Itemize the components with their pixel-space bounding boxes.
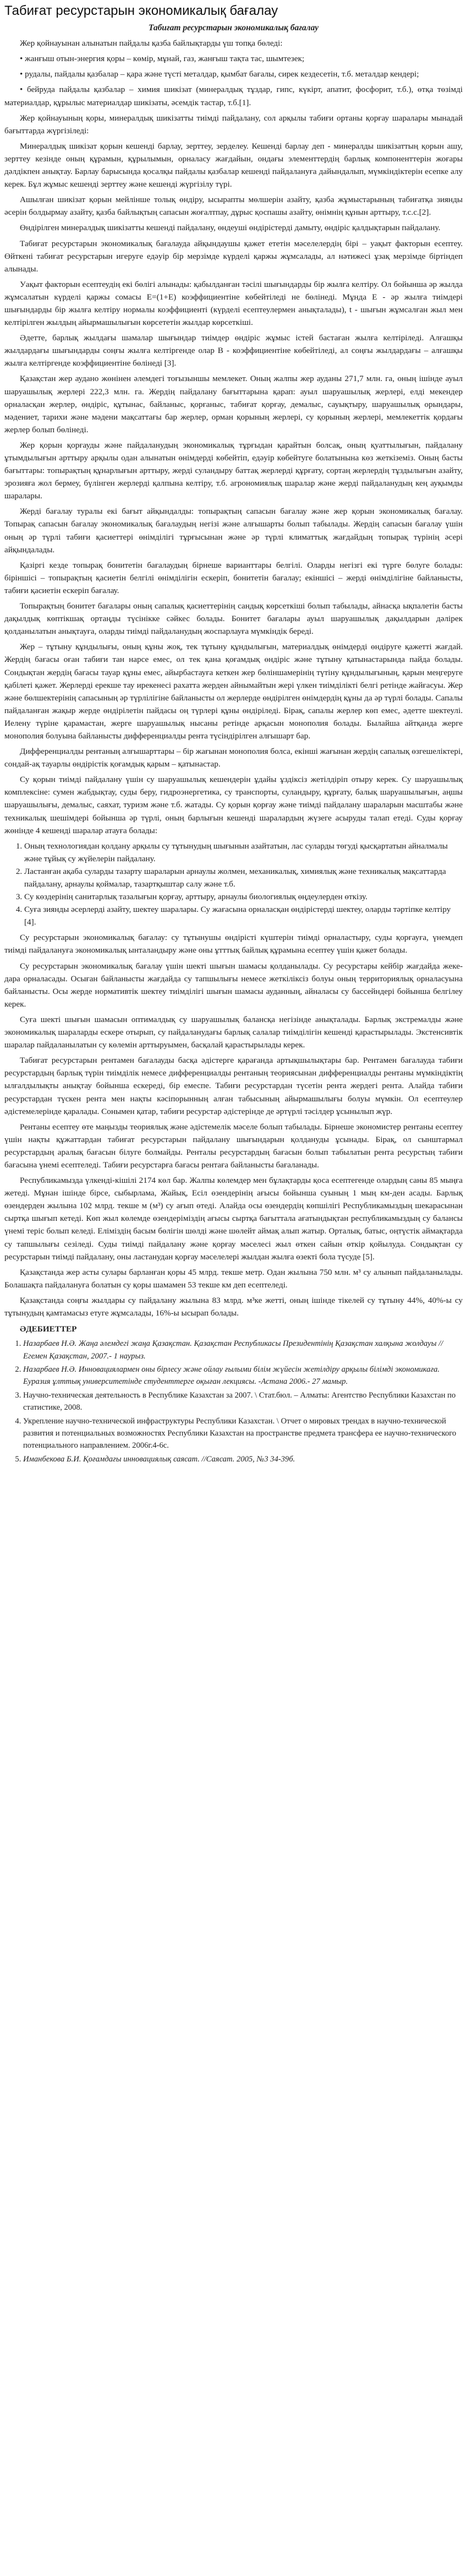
body-paragraph: Жер қойнауының қоры, минералдық шикізатты тиімді пайдалану, сол арқылы табиғи ортаны қорғау шаралары мынадай бағыттарда жүргізіледі:	[4, 113, 463, 135]
body-paragraph: Су қорын тиімді пайдалану үшін су шаруашылық кешендерін ұдайы ұздіксіз жетілдіріп отыру керек. Су шаруашылық комплексіне: сумен жабдықтау, суды беру, гидроэнергетика, су транспорты, суландыру, құрғату, балық шаруашылығын, аңшы шаруашылығы, демалыс, саяхат, туризм және т.б. жатады. Су қорын қорғау және тиімді пайдалану шараларын масштабы және техникалық шешімдері бойынша әр түрлі, оның барлығын кешенді шаралардың жүзеге асыруды талап етеді. Суды қорғау жөнінде 4 кешенді шаралар атауға болады:	[4, 775, 463, 835]
list-item: 2. Ластанған ақаба суларды тазарту шараларын арнаулы жолмен, механикалық, химиялық және техникалық мақсаттарда пайдалану, арнаулы қоймалар, тазартқыштар салу және т.б.	[24, 865, 463, 890]
body-paragraph: Уақыт факторын есептеудің екі бөлігі алынады: қабылданған тәсілі шығындарды бір жылға келтіру. Ол бойынша әр жылда жұмсалатын күрделі қаржы сомасы Е=(1+Е) коэффициентіне көбейтіледі не бөлінеді. Мұнда Е - әр жылға тиімдері шығындарды бір жылға келтіру нормалы коэффициенті (күрделі есептеулермен анықталады), t - шығын жұмсалған жыл мен келтірілген жылдың айырмашылығын көрсететін жылдар көрсеткіші.	[4, 279, 463, 328]
body-paragraph: Республикамызда үлкенді-кішілі 2174 көл бар. Жалпы көлемдер мен бұлақтарды қоса есептегенде олардың саны 85 мыңға жетеді. Мұнан ішінде бірсе, сыбырлама, Жайық, Есіл өзендерінің ағысы бойынша суының 1 мың км-ден асады. Барлық өзендерден жылына 102 млрд. текше м (м³) су ағып өтеді. Алайда осы өзендердің көпшілігі Республикамыздың шекарасынан сыртқа шығып кетеді. Көп жыл көлемде өзендеріміздің ағысы сыртқа бағыттала ағатындықтан республикамыздың су балансы үнемі теріс болып келеді. Еліміздің басым бөлігін шөлді және шөлейт аймақ алып жатыр. Орталық, батыс, оңтүстік аймақтарда су тапшылығы сезіледі. Суды тиімді пайдалану және қорғау мәселесі жыл өткен сайын өткір қойылуда. Сондықтан су ресурстарын тиімді пайдалану, оны ластанудан қорғау мәселелері жылдан жылға өзекті бола түсуде [5].	[4, 1176, 463, 1262]
list-item: 3. Су көздерінің санитарлық тазалығын қорғау, арттыру, арнаулы биологиялық өңдеулерден өткізу.	[24, 890, 463, 903]
water-measures-list	[4, 840, 463, 929]
references-heading: ӘДЕБИЕТТЕР	[20, 1324, 77, 1334]
body-paragraph: Жер қорын қорғауды және пайдаланудың экономикалық тұрғыдан қарайтын болсақ, оның қуаттылығын, пайдалану ұтымдылығын арттыру арқылы одан алынатын өнімдерді көбейтіп, едәуір көбейтуге болатынына көз жеткіземіз. Оның басты бағыттары: топырақтың құнарлығын арттыру, жерді суландыру баттақ жерлерді құрғату, сортаң жерлердің тұздылығын азайту, эрозияға жол бермеу, бүлінген жерлерді қалпына келтіру, т.б. агрономиялық шаралар және жерді пайдаланудың кең ауқымды шаралары.	[4, 440, 463, 501]
body-paragraph: Дифференциалды рентаның алғышарттары – бір жағынан монополия болса, екінші жағынан жердің сапалық өзгешеліктері, сондай-ақ тауарлы өндірістік қоғамдық қарым – қатынастар.	[4, 747, 463, 769]
reference-item	[23, 1363, 463, 1388]
mineral-group-ore: • рудалы, пайдалы қазбалар – қара және түсті металдар, қымбат бағалы, сирек кездесетін, т.б. металдар кендері;	[20, 69, 419, 79]
intro-paragraph: Жер қойнауынан алынатын пайдалы қазба байлықтарды үш топқа бөледі:	[20, 39, 283, 48]
body-paragraph: Суға шекті шығын шамасын оптималдық су шаруашылық балансқа негізінде анықталады. Барлық экстремалды және экономикалық шараларды ескере отырып, су пайдаланудағы барлық салалар тиімділігін кешенді қарастырылады. Экстенсивтік шаралар пайдаланылатын су көлемін арттыруымен, басқалай қарастырылады керек.	[4, 1014, 463, 1050]
mineral-group-fuel: • жанғыш отын-энергия қоры – көмір, мұнай, газ, жанғыш тақта тас, шымтезек;	[20, 54, 305, 64]
references-list	[4, 1338, 463, 1465]
list-item: 1. Оның технологиядан қолдану арқылы су тұтынудың шығынын азайтатын, лас суларды төгуді қысқартатын айналмалы және тұйық су жүйелерін пайдалану.	[24, 840, 463, 865]
body-paragraph: Қазақстанда соңғы жылдары су пайдалану жылына 83 млрд. м³ке жетті, оның ішінде тікелей су тұтыну 44%, 40%-ы су тұтынудың қамтамасыз етуге жұмсалады, 16%-ы ысырап болады.	[4, 1295, 463, 1318]
article-subtitle: Табиғат ресурстарын экономикалық бағалау	[148, 23, 319, 33]
body-paragraph: Су ресурстарын экономикалық бағалау: су тұтынушы өндірісті күштерін тиімді орналастыру, суды қорғауға, үнемдеп тиімді пайдалануға экономикалық ынталандыру және оны ұтттық байлық құрамына есептеу үшін қажет болады.	[4, 933, 463, 955]
list-item: 4. Суға зиянды әсерлерді азайту, шектеу шаралары. Су жағасына орналасқан өндірістерді шектеу, оларды тәртіпке келтіру [4].	[24, 903, 463, 928]
reference-text: Назарбаев Н.Ә. Жаңа әлемдегі жаңа Қазақстан. Қазақстан Республикасы Президентінің Қазақстан халқына жолдауы //Егемен Қазақстан, 2007.- 1 наурыз.	[23, 1339, 443, 1361]
body-paragraph: Топырақтың бонитет бағалары оның сапалық қасиеттерінің сандық көрсеткіші болып табылады, айнасқа ықпалетін басты дақылдық көптікшақ ортаңды түсінікке сәйкес болады. Бонитет бағалары ауыл шаруашылық дақылдарын дәлірек қолданылатын анықтауға, оларды тиімді пайдаланудың жоспарлауға мүмкіндік береді.	[4, 601, 463, 637]
body-paragraph: Қазақстан жер аудано жөнінен әлемдегі тоғызыншы мемлекет. Оның жалпы жер ауданы 271,7 млн. га, оның ішінде ауыл шаруашылық жерлері 222,3 млн. га. Жердің пайдалану бағыттарына қарап: ауыл шаруашылық жерлері, елді мекендер орналасқан жерлер, өндіріс, құтынас, байланыс, қорғаныс, табиғат қорғау, демалыс, сауықтыру, шаруашылық орындары, мәдениет, тарихи және мәдени мақсаттағы бар жерлер, орман қорының жерлері, су қорының жерлері, мемлекеттік қордағы жерлер болып бөлінеді.	[4, 374, 463, 434]
body-paragraph: Жерді бағалау туралы екі бағыт айқындалды: топырақтың сапасын бағалау және жер қорын экономикалық бағалау. Топырақ сапасын бағалау экономикалық бағалаудың негізі және алғышарты болып табылады. Жердің сапасын бағалау үшін оның әр түрлі табиғи қасиеттері өнімділігі тұрғысынан және әр түрлі климаттық жағдайдың топырақ түрінің әсері айқындалады.	[4, 507, 463, 555]
reference-item: 3. Научно-техническая деятельность в Республике Казахстан за 2007. \ Стат.бюл. – Алматы: Агентство Республики Казахстан по статистике, 2008.	[23, 1389, 463, 1414]
body-paragraph: Қазіргі кезде топырақ бонитетін бағалаудың бірнеше варианттары белгілі. Оларды негізгі екі түрге бөлуге болады: біріншісі – топырақтың қасиетін белгілі өнімділігін ескеріп, бонитетін бағалау; екіншісі – жерді өнімділігіне байланысты, табиғи қасиетін ескеріп бағалау.	[4, 560, 463, 595]
reference-item	[23, 1338, 463, 1362]
reference-text: Иманбекова Б.И. Қоғамдағы инновациялық саясат. //Саясат. 2005, №3 34-39б.	[23, 1454, 295, 1464]
reference-text: Назарбаев Н.Ә. Инновациялармен оны бірлесу және ойлау ғылыми білім жүйесін жетілдіру арқылы білімді экономикаға. Еуразия ұлттық университетінде студенттерге оқыған лекциясы. -Астана 2006.- 27 мамыр.	[23, 1365, 440, 1387]
reference-item	[23, 1453, 463, 1465]
body-paragraph: Минералдық шикізат қорын кешенді барлау, зерттеу, зерделеу. Кешенді барлау деп - минералды шикізаттың қорын ашу, зерттеу кезінде оның құрамын, құрылымын, орналасу жағдайын, ондағы элементтердің барлық компоненттерін жоғары дәлдікпен анықтау. Барлау барысында қосалқы пайдалы қазбалар кешенді пайдалануға дайындалып, мүмкіндіктерін есепке алу керек. Бұл жұмыс кешенді зерттеу және кешенді жүргізілу түрі.	[4, 141, 463, 189]
body-paragraph: Қазақстанда жер асты сулары барланған қоры 45 млрд. текше метр. Одан жылына 750 млн. м³ су алынып пайдаланылады. Болашақта пайдалануға болатын су қоры шамамен 53 текше км деп есептеледі.	[4, 1267, 463, 1290]
body-paragraph: Табиғат ресурстарын рентамен бағалауды басқа әдістерге қарағанда артықшылықтары бар. Рентамен бағалауда табиғи ресурстардың барлық түрін тиімділік немесе дифференциалды рентаның теориясынан дифференциалды рентаны мүмкіндіктің ылғалдылықты анықтау бойынша ескереді, бір емеспе. Табиғи ресурстардан түсетін рента жердегі рента. Алайда табиғи ресурстардан түскен рента мен нақты кәсіпорынның алған табысының айырмашылығы болуы мүмкін. Ол есептеулер әдістемелерінде қаралады. Сонымен қатар, табиғи ресурстар әдістерінде де әртүрлі тәсілдер ұсынылып жүр.	[4, 1056, 463, 1116]
body-paragraph: Ашылған шикізат қорын мейлінше толық өндіру, ысырапты мөлшерін азайту, қазба жұмыстарының табиғатқа зиянды әсерін болдырмау азайту, қазба байлықтың сапасын жоғалтпау, дұрыс қоспашы азайту, өнімнің құнын арттыру, т.с.с.[2].	[4, 195, 463, 218]
body-paragraph: Рентаны есептеу өте маңызды теориялық және әдістемелік мәселе болып табылады. Бірнеше экономистер рентаны есептеу үшін нақты құжаттардан табиғат ресурстарын пайдалану шығындарын қолдануды ұсынады. Бірақ, ол сынштармал ресурстардың аралық бағасын білуге ​​болмайды. Ренталы ресурстардың бағасын болып табылатын рента ресурстың табиғи бағасына үнемі есептеледі. Табиғи ресурстарға бағасы рентаға байланысты бағаланады.	[4, 1122, 463, 1170]
body-paragraph: Жер – тұтыну құндылығы, оның құны жоқ, тек тұтыну құндылығын, материалдық өнімдерді өндіруге қажетті жағдай. Жердің бағасы оған табиғи тан нарсе емес, ол тек қана қоғамдық өндіріс және тұтыну қатынастарында пайда болады. Сондықтан жердің бағасы тауар құны емес, айырбастауға кеткен жер бөліншамерінің түтіну құндылығының, қарын меңгеруге қабілеті қажет. Жерлерді ерекше тау ирекенесі рахатта жерден айнымайтын жері үлкен тиімділікті белгі ретінде жайғасуы. Жер және бөлшектерінің сапасының әр түрлілігіне байланысты ол жерлерде өндірілген өнімдердің құны да әр түрлі болады. Сапалы пайдаланған жақыр жерде өндірілетін пайдасы оң түрлері құны өндіріледі. Бірақ, сапалы жерлер көп емес, әдетте шектеулі. Иелену түріне қарамастан, жерге шаруашылық нысаны ретінде арқасын монополия болады. Былайша айтқанда жерге монополия болуына байланысты дифференциалды рента түсіндірілген алғышарт бар.	[4, 642, 463, 741]
body-paragraph: Су ресурстарын экономикалық бағалау үшін шекті шығын шамасы қолданылады. Су ресурстары кейбір жағдайда жеке-дара орналасады. Осыған байланысты жағдайда су тапшылығы немесе жеткіліксіз болуы оның территориялық орналасуына байланысты. Осы жерде нормативтік шектеу тиімділігі шығын шамасы ауданның, айналасы су бассейндері бойынша белгілеу керек.	[4, 961, 463, 1009]
page-title: Табиғат ресурстарын экономикалық бағалау	[4, 3, 278, 18]
body-paragraph: Өндірілген минералдық шикізатты кешенді пайдалану, өндеуші өндірістерді дамыту, өндіріс қалдықтарын пайдалану.	[20, 223, 441, 233]
mineral-group-nonore: • бейруда пайдалы қазбалар – химия шикізат (минералдық тұздар, гипс, күкірт, апатит, фосфорит, т.б.), өтқа төзімді материалдар, құрылыс материалдар шикізаты, әсемдік тастар, т.б.[1].	[4, 85, 463, 107]
body-paragraph: Табиғат ресурстарын экономикалық бағалауда айқындаушы қажет ететін мәселелердің бірі – уақыт факторын есептеу. Өйткені табиғат ресурстарын игеруге едәуір бір мерзімде күрделі қаржы жұмсалады, ал нәтижесі ұзақ мерзімде біртіндеп алынады.	[4, 238, 463, 274]
reference-item: 4. Укрепление научно-технической инфраструктуры Республики Казахстан. \ Отчет о мировых трендах в научно-технической развития и потенциальных возможностях Республики Казахстан на пространстве предмета трансфера ее научно-технического потенциального направлением. 2006г.4-6с.	[23, 1415, 463, 1452]
body-paragraph: Әдетте, барлық жылдағы шамалар шығындар тиімдер өндіріс жұмыс істей бастаған жылға келтіріледі. Алғашқы жылдардағы шығындарды соңғы жылға келтіргенде олар В - коэффициентіне көбейтіледі, ал соңғы жылдардағы – алғашқы жылға келтіргенде коэффициентіне бөлінеді [3].	[4, 333, 463, 368]
